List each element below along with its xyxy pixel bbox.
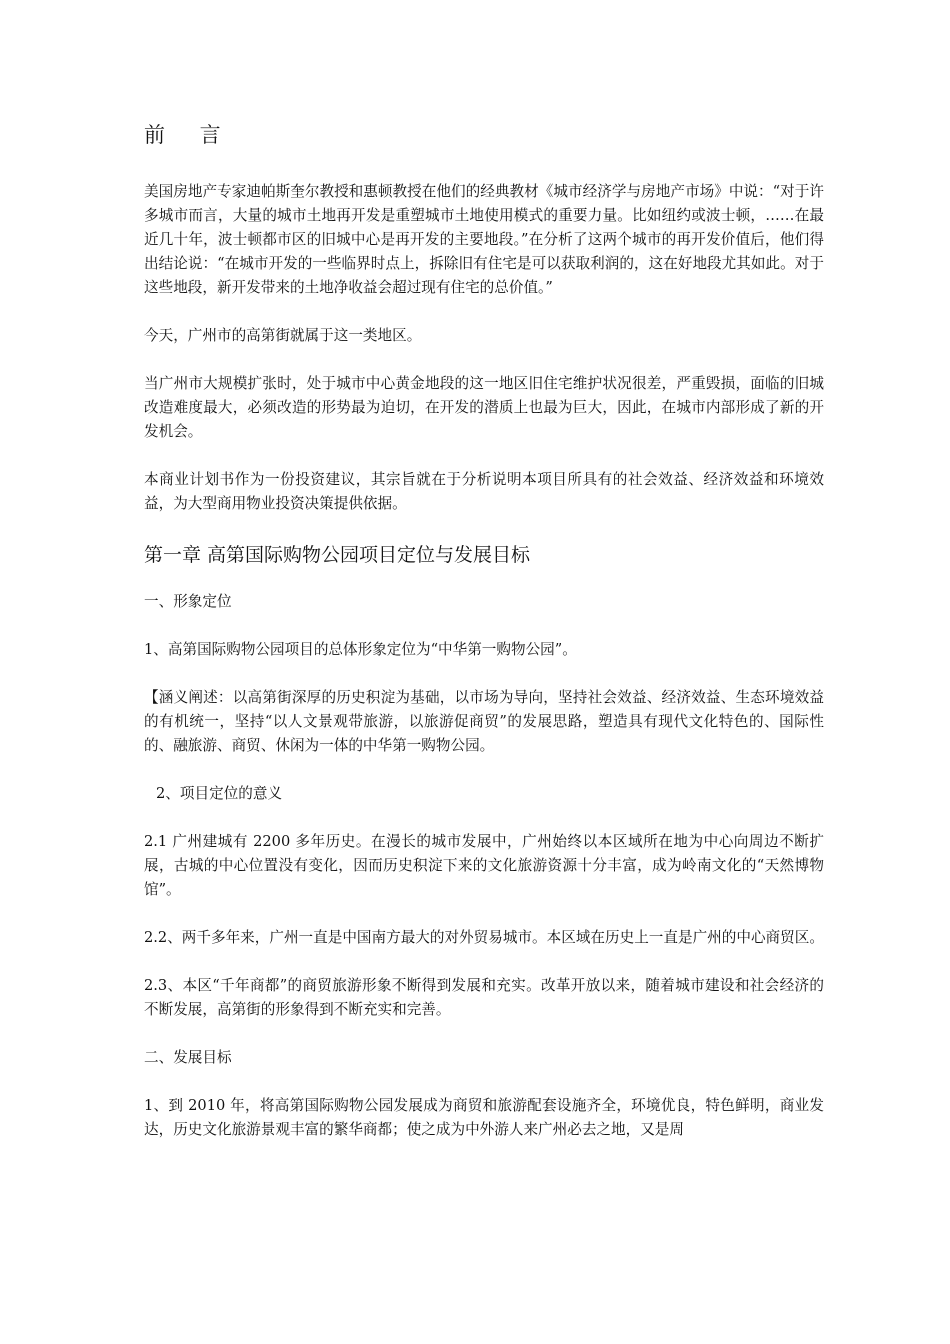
preface-paragraph-1: 美国房地产专家迪帕斯奎尔教授和惠顿教授在他们的经典教材《城市经济学与房地产市场》中说：“对于许多城市而言，大量的城市土地再开发是重塑城市土地使用模式的重要力量。比如纽约或波士顿，……在最近几十年，波士顿都市区的旧城中心是再开发的主要地段。”在分析了这两个城市的再开发价值后，他们得出结论说：“在城市开发的一些临界时点上，拆除旧有住宅是可以获取利润的，这在好地段尤其如此。对于这些地段，新开发带来的土地净收益会超过现有住宅的总价值。”	[144, 183, 824, 296]
positioning-explanation: 【涵义阐述：以高第街深厚的历史积淀为基础，以市场为导向，坚持社会效益、经济效益、生态环境效益的有机统一，坚持“以人文景观带旅游，以旅游促商贸”的发展思路，塑造具有现代文化特色的、国际性的、融旅游、商贸、休闲为一体的中华第一购物公园。	[144, 689, 824, 754]
significance-item-2-3: 2.3、本区“千年商都”的商贸旅游形象不断得到发展和充实。改革开放以来，随着城市建设和社会经济的不断发展，高第街的形象得到不断充实和完善。	[144, 977, 824, 1018]
significance-item-2-2: 2.2、两千多年来，广州一直是中国南方最大的对外贸易城市。本区域在历史上一直是广州的中心商贸区。	[144, 929, 824, 946]
document-page	[144, 118, 824, 1166]
preface-paragraph-2: 今天，广州市的高第街就属于这一类地区。	[144, 327, 422, 344]
preface-paragraph-4: 本商业计划书作为一份投资建议，其宗旨就在于分析说明本项目所具有的社会效益、经济效益和环境效益，为大型商用物业投资决策提供依据。	[144, 471, 824, 512]
preface-title: 前 言	[144, 123, 235, 147]
preface-paragraph-3: 当广州市大规模扩张时，处于城市中心黄金地段的这一地区旧住宅维护状况很差，严重毁损，面临的旧城改造难度最大，必须改造的形势最为迫切，在开发的潜质上也最为巨大，因此，在城市内部形成了新的开发机会。	[144, 375, 824, 440]
section-heading-image-positioning: 一、形象定位	[144, 593, 232, 610]
chapter-title: 第一章 高第国际购物公园项目定位与发展目标	[144, 544, 531, 566]
positioning-item-1: 1、高第国际购物公园项目的总体形象定位为“中华第一购物公园”。	[144, 641, 577, 658]
section-heading-development-goals: 二、发展目标	[144, 1049, 232, 1066]
significance-item-2-1: 2.1 广州建城有 2200 多年历史。在漫长的城市发展中，广州始终以本区域所在地为中心向周边不断扩展，古城的中心位置没有变化，因而历史积淀下来的文化旅游资源十分丰富，成为岭南文化的“天然博物馆”。	[144, 833, 824, 898]
positioning-significance-heading: 2、项目定位的意义	[156, 785, 283, 802]
goal-item-1: 1、到 2010 年，将高第国际购物公园发展成为商贸和旅游配套设施齐全，环境优良，特色鲜明，商业发达，历史文化旅游景观丰富的繁华商都；使之成为中外游人来广州必去之地，又是周	[144, 1097, 824, 1138]
